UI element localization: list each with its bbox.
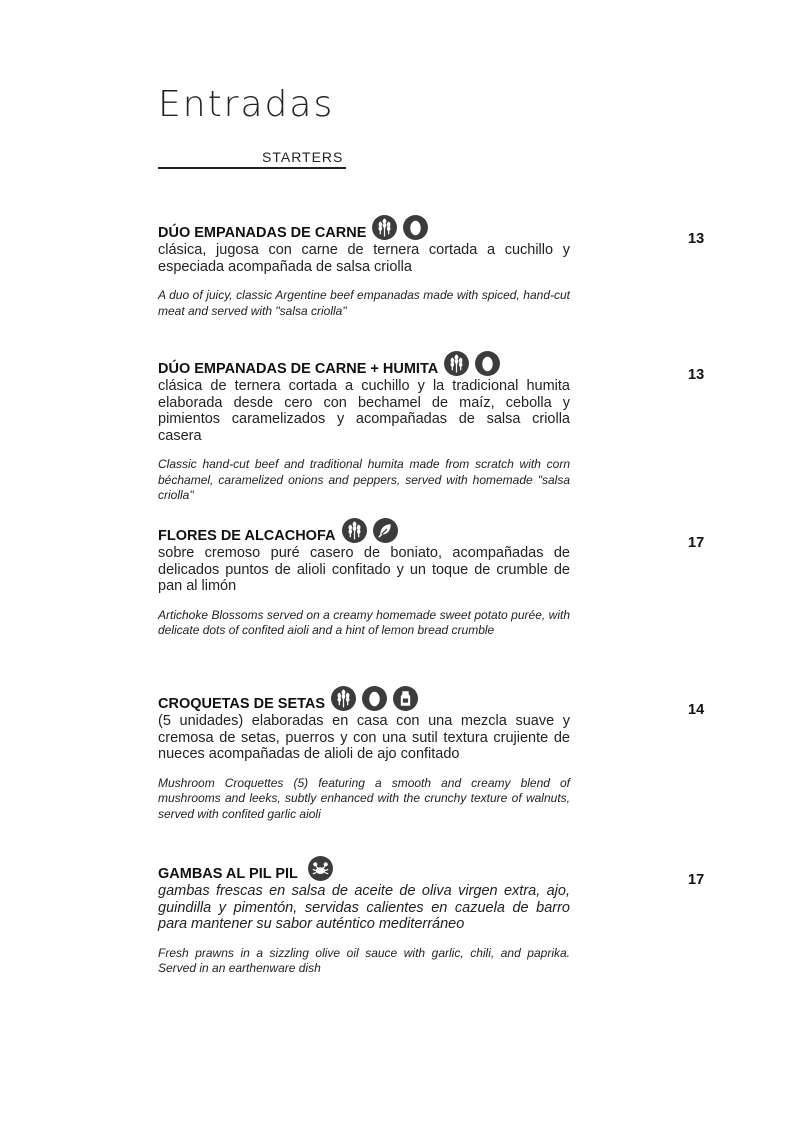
dish-description: (5 unidades) elaboradas en casa con una mezcla suave y cremosa de setas, puerros y con una sutil textura crujiente de nueces acompañadas de alioli de ajo confitado — [158, 713, 570, 762]
gluten-icon — [444, 351, 469, 376]
dish-description-english: Mushroom Croquettes (5) featuring a smooth and creamy blend of mushrooms and leeks, subtly enhanced with the crunchy texture of walnuts, served with confited garlic aioli — [158, 775, 570, 821]
dish-name: FLORES DE ALCACHOFA — [158, 528, 336, 544]
menu-item-croquetas-setas — [158, 685, 570, 822]
dish-description-english: Fresh prawns in a sizzling olive oil sauce with garlic, chili, and paprika. Served in an earthenware dish — [158, 945, 570, 975]
page-title: Entradas — [158, 84, 335, 125]
egg-icon — [403, 215, 428, 240]
dish-description-english: Artichoke Blossoms served on a creamy homemade sweet potato purée, with delicate dots of confited aioli and a hint of lemon bread crumble — [158, 607, 570, 637]
dish-description: clásica, jugosa con carne de ternera cortada a cuchillo y especiada acompañada de salsa criolla — [158, 242, 570, 275]
crustacean-icon — [308, 856, 333, 881]
menu-item-duo-empanadas-humita — [158, 350, 570, 504]
dish-name: CROQUETAS DE SETAS — [158, 696, 326, 712]
allergen-icons — [308, 856, 339, 881]
dish-price: 13 — [688, 231, 705, 247]
allergen-icons — [342, 518, 404, 543]
egg-icon — [475, 351, 500, 376]
gluten-icon — [372, 215, 397, 240]
dish-name: GAMBAS AL PIL PIL — [158, 866, 298, 882]
dish-price: 17 — [688, 872, 705, 888]
dish-description: sobre cremoso puré casero de boniato, acompañadas de delicados puntos de alioli confitado y un toque de crumble de pan al limón — [158, 545, 570, 594]
dish-name: DÚO EMPANADAS DE CARNE — [158, 225, 367, 241]
menu-item-flores-alcachofa — [158, 517, 570, 639]
gluten-icon — [331, 686, 356, 711]
vegan-leaf-icon — [373, 518, 398, 543]
egg-icon — [362, 686, 387, 711]
page-subtitle: STARTERS — [262, 149, 344, 165]
dish-name: DÚO EMPANADAS DE CARNE + HUMITA — [158, 361, 439, 377]
dish-price: 14 — [688, 702, 705, 718]
menu-item-gambas-pil-pil — [158, 855, 570, 977]
dish-description: gambas frescas en salsa de aceite de oliva virgen extra, ajo, guindilla y pimentón, servidas calientes en cazuela de barro para mantener su sabor auténtico mediterráneo — [158, 883, 570, 932]
milk-icon — [393, 686, 418, 711]
title-underline — [158, 167, 346, 169]
dish-price: 17 — [688, 535, 705, 551]
dish-description-english: A duo of juicy, classic Argentine beef empanadas made with spiced, hand-cut meat and served with "salsa criolla" — [158, 288, 570, 318]
allergen-icons — [444, 351, 506, 376]
dish-description-english: Classic hand-cut beef and traditional humita made from scratch with corn béchamel, caramelized onions and peppers, served with homemade "salsa criolla" — [158, 457, 570, 502]
gluten-icon — [342, 518, 367, 543]
dish-price: 13 — [688, 367, 705, 383]
dish-description: clásica de ternera cortada a cuchillo y la tradicional humita elaborada desde cero con bechamel de maíz, cebolla y pimientos caramelizados y acompañadas de salsa criolla casera — [158, 378, 570, 444]
allergen-icons — [331, 686, 424, 711]
menu-item-duo-empanadas — [158, 214, 570, 319]
allergen-icons — [372, 215, 434, 240]
